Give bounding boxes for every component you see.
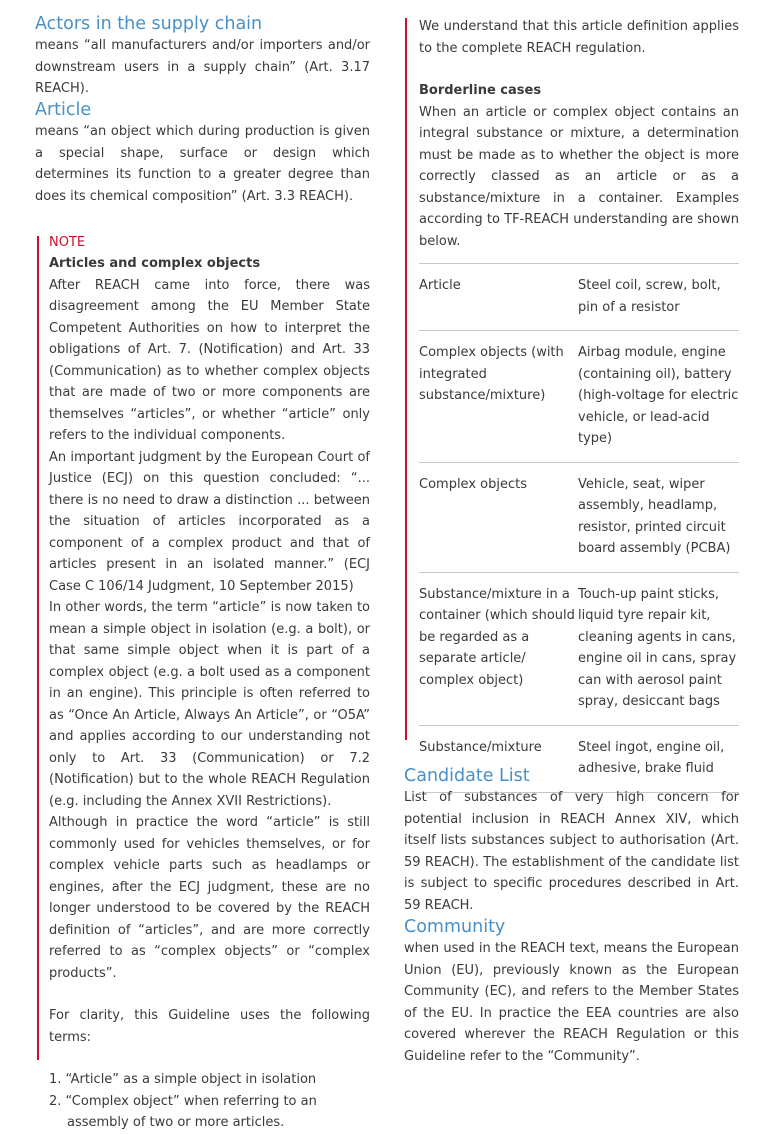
note-label: NOTE: [49, 235, 86, 250]
table-cell-examples: Steel ingot, engine oil, adhesive, brake fluid: [578, 725, 739, 792]
note-box: [49, 232, 370, 1134]
note-heading: Articles and complex objects: [49, 256, 261, 271]
table-cell-examples: Vehicle, seat, wiper assembly, headlamp, resistor, printed circuit board assembly (PCBA): [578, 462, 739, 572]
table-cell-type: Substance/mixture in a container (which should be regarded as a separate article/ complex object): [419, 572, 578, 725]
borderline-table: [419, 263, 739, 793]
candidate-title: Candidate List: [404, 766, 530, 786]
article-body: means “an object which during production is given a special shape, surface or design which determines its function to a greater degree than does its chemical composition” (Art. 3.3 REACH).: [35, 124, 370, 204]
table-cell-type: Article: [419, 264, 578, 331]
note-paragraph: In other words, the term “article” is now taken to mean a simple object in isolation (e.g. a bolt), or that same simple object when it is part of a complex object (e.g. a bolt used as a component in an engine). This principle is often referred to as “Once An Article, Always An Article”, or “O5A” and applies according to our understanding not only to Art. 33 (Communication) or 7.2 (Notification) but to the whole REACH Regulation (e.g. including the Annex XVII Restrictions).: [49, 600, 370, 809]
list-item: 2. “Complex object” when referring to an assembly of two or more articles.: [49, 1093, 317, 1130]
table-cell-type: Complex objects: [419, 462, 578, 572]
borderline-body: When an article or complex object contains an integral substance or mixture, a determination must be made as to whether the object is more correctly classed as an article or as a substance/mixture in a container. Examples according to TF-REACH understanding are shown below.: [419, 104, 739, 249]
table-row: [419, 462, 739, 572]
borderline-accent-bar: [405, 18, 407, 740]
table-cell-type: Complex objects (with integrated substance/mixture): [419, 331, 578, 463]
table-cell-examples: Airbag module, engine (containing oil), battery (high-voltage for electric vehicle, or lead-acid type): [578, 331, 739, 463]
terms-list: [49, 1069, 370, 1134]
actors-title: Actors in the supply chain: [35, 14, 263, 34]
community-entry: [404, 916, 739, 1067]
intro-text: We understand that this article definition applies to the complete REACH regulation.: [419, 19, 739, 56]
actors-body: means “all manufacturers and/or importers and/or downstream users in a supply chain” (Art. 3.17 REACH).: [35, 38, 370, 96]
table-cell-examples: Touch-up paint sticks, liquid tyre repair kit, cleaning agents in cans, engine oil in cans, spray can with aerosol paint spray, desiccant bags: [578, 572, 739, 725]
candidate-body: List of substances of very high concern for potential inclusion in REACH Annex XIV, which itself lists substances subject to authorisation (Art. 59 REACH). The establishment of the candidate list is subject to specific procedures described in Art. 59 REACH.: [404, 790, 739, 913]
table-cell-examples: Steel coil, screw, bolt, pin of a resistor: [578, 264, 739, 331]
community-body: when used in the REACH text, means the European Union (EU), previously known as the European Community (EC), and refers to the Member States of the EU. In practice the EEA countries are also covered wherever the REACH Regulation or this Guideline refer to the “Community”.: [404, 941, 739, 1064]
article-entry: [35, 99, 370, 207]
note-paragraph: After REACH came into force, there was disagreement among the EU Member State Competent Authorities on how to interpret the obligations of Art. 7. (Notification) and Art. 33 (Communication) as to whether complex objects that are made of two or more components are themselves “articles”, or whether “article” only refers to the individual components.: [49, 277, 370, 443]
table-row: [419, 572, 739, 725]
note-paragraph: For clarity, this Guideline uses the following terms:: [49, 1008, 370, 1045]
borderline-heading: Borderline cases: [419, 83, 542, 98]
actors-entry: [35, 13, 370, 100]
note-paragraph: Although in practice the word “article” is still commonly used for vehicles themselves, or for complex vehicle parts such as headlamps or engines, after the ECJ judgment, these are no longer understood to be covered by the REACH definition of “articles”, and are more correctly referred to as “complex objects” or “complex products”.: [49, 815, 370, 981]
borderline-box: [419, 16, 739, 793]
table-cell-type: Substance/mixture: [419, 725, 578, 792]
table-row: [419, 264, 739, 331]
candidate-entry: [404, 765, 739, 916]
community-title: Community: [404, 917, 506, 937]
note-accent-bar: [37, 236, 39, 1060]
note-paragraph: An important judgment by the European Court of Justice (ECJ) on this question concluded: “... there is no need to draw a distinction ... between the situation of articles incorporated as a component of a complex product and that of articles present in an isolated manner.” (ECJ Case C 106/14 Judgment, 10 September 2015): [49, 449, 370, 594]
table-row: [419, 331, 739, 463]
article-title: Article: [35, 100, 92, 120]
list-item: 1. “Article” as a simple object in isolation: [49, 1072, 317, 1087]
